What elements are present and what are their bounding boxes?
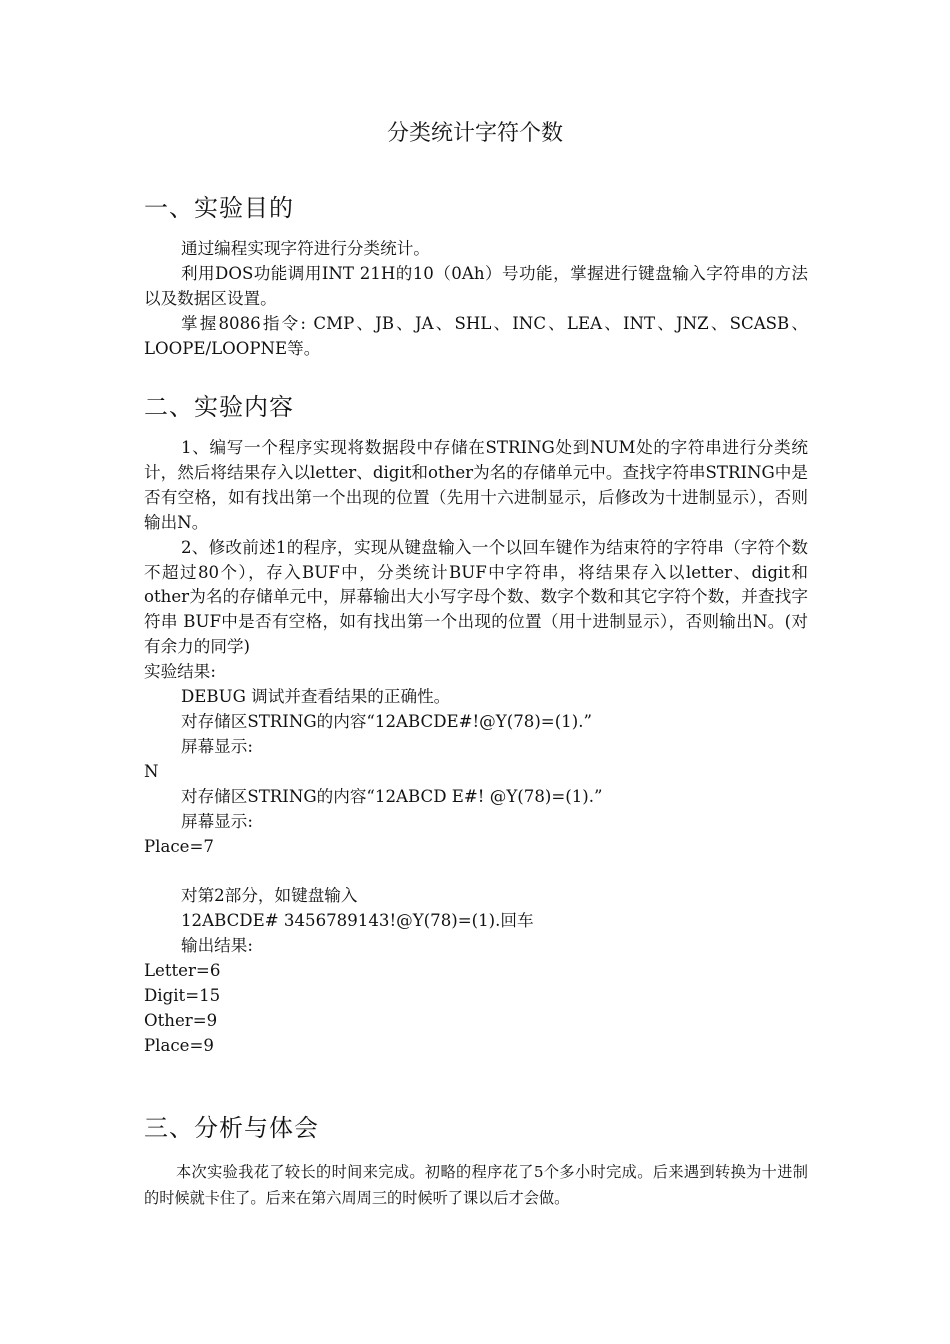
document-title: 分类统计字符个数 [386,121,563,146]
purpose-paragraph-1: 通过编程实现字符进行分类统计。 [181,239,430,258]
result-output-place-2: Place=9 [144,1035,214,1055]
result-line-screen-2: 屏幕显示: [181,811,253,831]
result-output-place-1: Place=7 [144,836,214,856]
result-output-other: Other=9 [144,1010,218,1030]
result-line-keyboard-input: 12ABCDE# 3456789143!@Y(78)=(1).回车 [181,911,534,931]
result-line-part2: 对第2部分，如键盘输入 [181,886,358,906]
result-output-letter: Letter=6 [144,961,221,981]
purpose-paragraph-2: 利用DOS功能调用INT 21H的10（0Ah）号功能，掌握进行键盘输入字符串的方法以及数据区设置。 [144,263,808,308]
result-line-string-2: 对存储区STRING的内容“12ABCD E#! @Y(78)=(1).” [181,786,603,806]
content-paragraph-2: 2、修改前述1的程序，实现从键盘输入一个以回车键作为结束符的字符串（字符个数不超过80个），存入BUF中，分类统计BUF中字符串，将结果存入以letter、digit和other为名的存储单元中，屏幕输出大小写字母个数、数字个数和其它字符个数，并查找字符串 BUF中是否有空格，如有找出第一个出现的位置（用十进制显示），否则输出N。(对有余力的同学) [144,537,808,657]
result-label: 实验结果: [144,662,216,682]
result-output-n: N [144,761,159,781]
blank-line [144,859,808,884]
section-purpose-body [144,237,808,362]
content-paragraph-1: 1、编写一个程序实现将数据段中存储在STRING处到NUM处的字符串进行分类统计，然后将结果存入以letter、digit和other为名的存储单元中。查找字符串STRING中是否有空格，如有找出第一个出现的位置（先用十六进制显示，后修改为十进制显示），否则输出N。 [144,438,808,532]
result-line-output-label: 输出结果: [181,936,253,956]
section-content-body [144,436,808,1059]
section-analysis-body [144,1160,808,1211]
purpose-paragraph-3: 掌握8086指令: CMP、JB、JA、SHL、INC、LEA、INT、JNZ、SCASB、LOOPE/LOOPNE等。 [144,313,808,358]
section-heading-purpose: 一、实验目的 [144,194,294,222]
result-line-screen-1: 屏幕显示: [181,736,253,756]
result-output-digit: Digit=15 [144,985,221,1005]
section-heading-content: 二、实验内容 [144,393,294,421]
result-line-string-1: 对存储区STRING的内容“12ABCDE#!@Y(78)=(1).” [181,711,592,731]
section-heading-analysis: 三、分析与体会 [144,1114,319,1142]
analysis-paragraph: 本次实验我花了较长的时间来完成。初略的程序花了5个多小时完成。后来遇到转换为十进制的时候就卡住了。后来在第六周周三的时候听了课以后才会做。 [144,1163,808,1207]
result-line-debug: DEBUG 调试并查看结果的正确性。 [181,687,451,707]
